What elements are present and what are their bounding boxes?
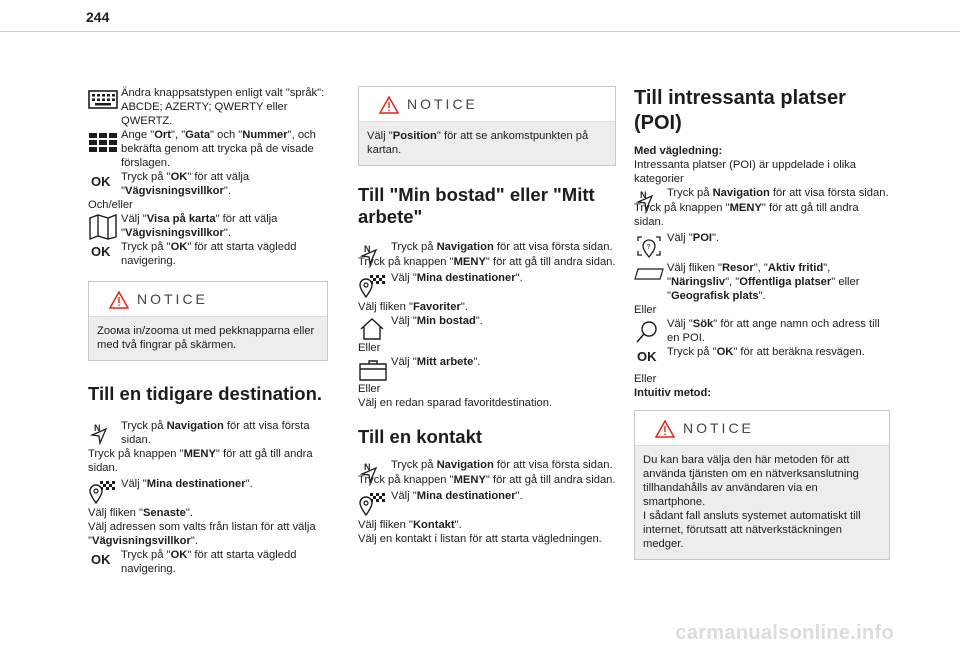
watermark: carmanualsonline.info xyxy=(675,622,894,644)
briefcase-icon xyxy=(358,357,388,381)
tabs-step: Välj fliken "Resor", "Aktiv fritid", "Näringsliv", "Offentliga platser" eller "Geografisk plats". xyxy=(634,261,890,303)
enter-ort: Ort xyxy=(154,129,171,141)
svg-text:?: ? xyxy=(646,244,651,251)
ok-step: OK Tryck på "OK" för att beräkna resvägen. xyxy=(634,345,890,360)
dest-text-1: Välj " xyxy=(121,478,147,490)
notice-box-zoom xyxy=(88,281,328,361)
enter-text-3: " och " xyxy=(210,129,243,141)
notice-header xyxy=(635,411,889,446)
notice-title: NOTICE xyxy=(683,420,754,436)
notice-header xyxy=(89,282,327,317)
heading-previous-destination: Till en tidigare destination. xyxy=(88,383,323,404)
keyboard-icon xyxy=(88,88,118,112)
svg-text:N: N xyxy=(364,244,371,254)
keyboard-text: Ändra knappsatstypen enligt valt "språk": ABCDE; AZERTY; QWERTY eller QWERTZ. xyxy=(121,87,325,127)
svg-text:N: N xyxy=(94,423,101,433)
destinations-icon xyxy=(358,491,388,515)
tab-favoriter-text: Välj fliken "Favoriter". xyxy=(358,301,468,313)
search-icon xyxy=(634,319,664,343)
map-text-3: ". xyxy=(223,227,231,239)
warning-icon xyxy=(109,291,129,309)
ok-step-1 xyxy=(88,170,328,198)
work-step: Välj "Mitt arbete". xyxy=(358,355,616,370)
home-step: Välj "Min bostad". xyxy=(358,314,616,329)
nav-step: N Tryck på Navigation för att visa första sidan. xyxy=(634,186,890,201)
ok-icon: OK xyxy=(91,552,111,567)
map-text-2: " för att välja " xyxy=(121,213,278,239)
search-step: Välj "Sök" för att ange namn och adress till en POI. xyxy=(634,317,890,345)
ok3-bold: OK xyxy=(170,549,188,561)
heading-contact: Till en kontakt xyxy=(358,426,483,447)
enter-nummer: Nummer xyxy=(242,129,288,141)
warning-icon xyxy=(655,420,675,438)
ok1-text-2: " för att välja " xyxy=(121,171,250,197)
svg-text:N: N xyxy=(364,462,371,472)
ok-icon: OK xyxy=(91,174,111,189)
or-text: Eller xyxy=(358,383,381,395)
poi-icon xyxy=(634,233,664,257)
tab-senaste-text: Välj fliken "Senaste". xyxy=(88,507,193,519)
map-text-1: Välj " xyxy=(121,213,147,225)
notice-text: Du kan bara välja den här metoden för att använda tjänsten om en nätverksanslutning tillhandahålls av användaren via en smartphone. I sådant fall ansluts systemet automatiskt till internet, förutsatt att nätverkstäckningen medger. xyxy=(643,454,861,550)
ok1-bold-1: OK xyxy=(170,171,188,183)
enter-text-2: ", " xyxy=(171,129,186,141)
enter-step xyxy=(88,128,328,170)
nav-text-1: Tryck på xyxy=(121,420,167,432)
nav-step xyxy=(88,419,328,447)
meny-text: Tryck på knappen "MENY" för att gå till andra sidan. xyxy=(88,448,313,474)
enter-gata: Gata xyxy=(185,129,211,141)
ok-step-2 xyxy=(88,240,328,268)
or-text: Eller xyxy=(634,304,657,316)
notice-text: Zoома in/zooma ut med pekknapparna eller med två fingrar på skärmen. xyxy=(97,325,315,351)
column-1 xyxy=(88,86,328,576)
intuitive-label: Intuitiv metod: xyxy=(634,387,712,399)
ok2-text-2: " för att starta vägledd navigering. xyxy=(121,241,297,267)
navigation-icon xyxy=(358,460,388,484)
notice-header xyxy=(359,87,615,122)
map-step xyxy=(88,212,328,240)
tab-kontakt-text: Välj fliken "Kontakt". xyxy=(358,519,462,531)
home-icon xyxy=(358,316,388,340)
or-text: Eller xyxy=(634,373,657,385)
tab-icon xyxy=(634,263,664,287)
column-2 xyxy=(358,86,616,546)
destinations-icon xyxy=(88,479,118,503)
or-text: Eller xyxy=(358,342,381,354)
meny-text: Tryck på knappen "MENY" för att gå till andra sidan. xyxy=(358,256,616,268)
page-number: 244 xyxy=(86,9,110,25)
ok-icon: OK xyxy=(637,349,657,364)
svg-text:N: N xyxy=(640,190,647,200)
column-3 xyxy=(634,86,890,560)
grid-icon xyxy=(88,130,118,154)
nav-bold: Navigation xyxy=(166,420,224,432)
ok1-bold-2: Vägvisningsvillkor xyxy=(124,185,224,197)
navigation-icon xyxy=(88,421,118,445)
map-bold-1: Visa på karta xyxy=(146,213,216,225)
ok-step-3 xyxy=(88,548,328,576)
guidance-text: Intressanta platser (POI) är uppdelade i olika kategorier xyxy=(634,159,857,185)
notice-box-network xyxy=(634,410,890,560)
address-text: Välj adressen som valts från listan för att välja "Vägvisningsvillkor". xyxy=(88,521,316,547)
ok-icon: OK xyxy=(91,244,111,259)
ok2-text-1: Tryck på " xyxy=(121,241,171,253)
map-bold-2: Vägvisningsvillkor xyxy=(124,227,224,239)
enter-text-1: Ange " xyxy=(121,129,155,141)
nav-step-2: N Tryck på Navigation för att visa första sidan. xyxy=(358,458,616,473)
notice-title: NOTICE xyxy=(407,96,478,112)
poi-step: ? Välj "POI". xyxy=(634,231,890,259)
ok3-text-2: " för att starta vägledd navigering. xyxy=(121,549,297,575)
destinations-icon xyxy=(358,273,388,297)
destinations-step: Välj "Mina destinationer". xyxy=(358,271,616,286)
notice-title: NOTICE xyxy=(137,291,208,307)
navigation-icon xyxy=(634,188,664,212)
notice-box-position xyxy=(358,86,616,166)
destinations-step-2: Välj "Mina destinationer". xyxy=(358,489,616,504)
navigation-icon xyxy=(358,242,388,266)
meny-text: Tryck på knappen "MENY" för att gå till andra sidan. xyxy=(634,202,859,228)
warning-icon xyxy=(379,96,399,114)
header-divider xyxy=(0,31,960,32)
ok1-text-1: Tryck på " xyxy=(121,171,171,183)
keyboard-step xyxy=(88,86,328,128)
dest-text-2: ". xyxy=(245,478,253,490)
guidance-label: Med vägledning: xyxy=(634,145,723,157)
nav-text-2: för att visa första sidan. xyxy=(121,420,310,446)
notice-text: Välj "Position" för att se ankomstpunkten på kartan. xyxy=(367,130,589,156)
heading-poi: Till intressanta platser (POI) xyxy=(634,87,846,134)
enter-text-4: ", och bekräfta genom att trycka på de visade förslagen. xyxy=(121,129,316,169)
saved-favorite-text: Välj en redan sparad favoritdestination. xyxy=(358,397,553,409)
nav-step: N Tryck på Navigation för att visa första sidan. xyxy=(358,240,616,255)
or-text: Och/eller xyxy=(88,199,133,211)
ok3-text-1: Tryck på " xyxy=(121,549,171,561)
dest-bold: Mina destinationer xyxy=(146,478,246,490)
map-icon xyxy=(88,214,118,238)
destinations-step xyxy=(88,477,328,492)
meny-text-2: Tryck på knappen "MENY" för att gå till andra sidan. xyxy=(358,474,616,486)
heading-home-work: Till "Min bostad" eller "Mitt arbete" xyxy=(358,184,595,227)
ok2-bold: OK xyxy=(170,241,188,253)
contact-text: Välj en kontakt i listan för att starta vägledningen. xyxy=(358,533,602,545)
ok1-text-3: ". xyxy=(223,185,231,197)
